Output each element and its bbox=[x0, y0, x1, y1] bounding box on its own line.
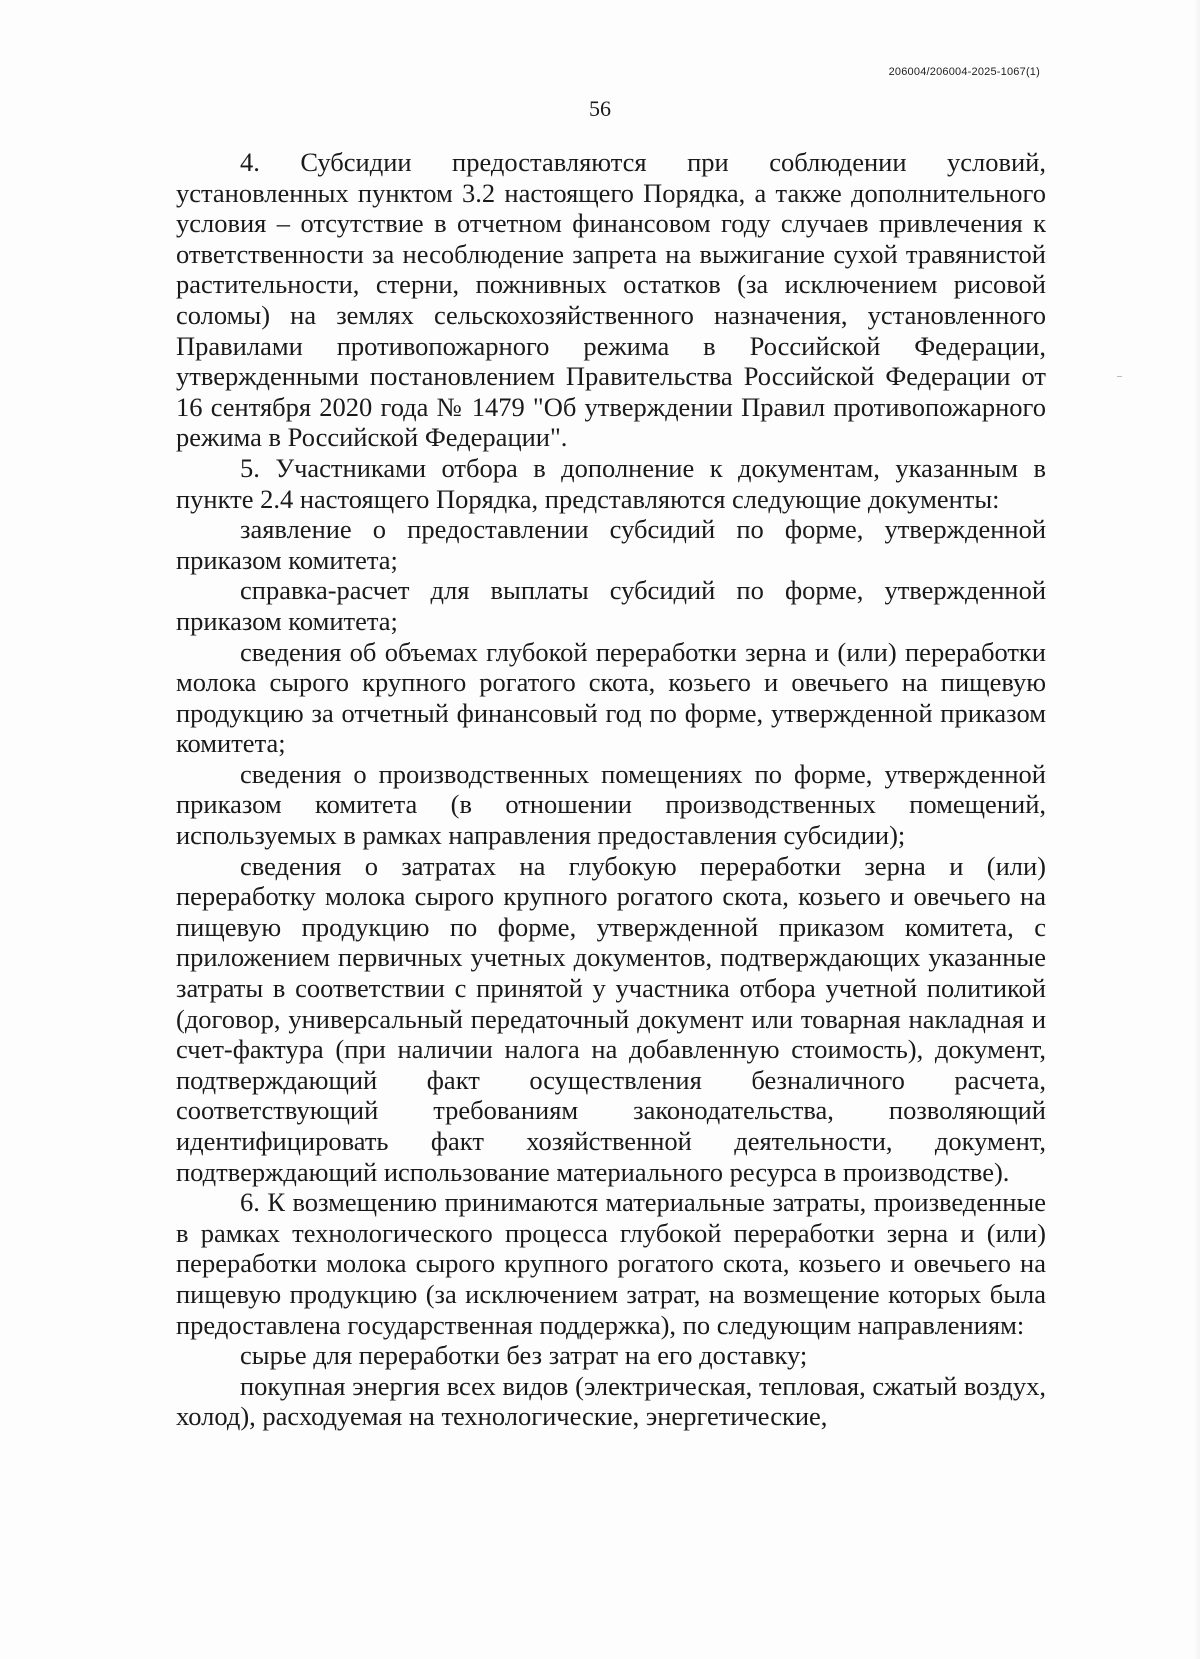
paragraph-item-6: 6. К возмещению принимаются материальные затраты, произведенные в рамках технологического процесса глубокой переработки зерна и (или) переработки молока сырого крупного рогатого скота, козьего и овечьего на пищевую продукцию (за исключением затрат, на возмещение которых была предоставлена государственная поддержка), по следующим направлениям: bbox=[176, 1187, 1046, 1340]
page-number: 56 bbox=[589, 96, 611, 121]
paragraph-item-4: 4. Субсидии предоставляются при соблюдении условий, установленных пунктом 3.2 настоящего Порядка, а также дополнительного условия – отсутствие в отчетном финансовом году случаев привлечения к ответственности за несоблюдение запрета на выжигание сухой травянистой растительности, стерни, пожнивных остатков (за исключением рисовой соломы) на землях сельскохозяйственного назначения, установленного Правилами противопожарного режима в Российской Федерации, утвержденными постановлением Правительства Российской Федерации от 16 сентября 2020 года № 1479 "Об утверждении Правил противопожарного режима в Российской Федерации". bbox=[176, 147, 1046, 453]
list-item-processing-costs: сведения о затратах на глубокую переработки зерна и (или) переработку молока сырого крупного рогатого скота, козьего и овечьего на пищевую продукцию по форме, утвержденной приказом комитета, с приложением первичных учетных документов, подтверждающих указанные затраты в соответствии с принятой у участника отбора учетной политикой (договор, универсальный передаточный документ или товарная накладная и счет-фактура (при наличии налога на добавленную стоимость), документ, подтверждающий факт осуществления безналичного расчета, соответствующий требованиям законодательства, позволяющий идентифицировать факт хозяйственной деятельности, документ, подтверждающий использование материального ресурса в производстве). bbox=[176, 850, 1046, 1187]
list-item-application: заявление о предоставлении субсидий по форме, утвержденной приказом комитета; bbox=[176, 514, 1046, 575]
list-item-payment-calculation: справка-расчет для выплаты субсидий по форме, утвержденной приказом комитета; bbox=[176, 575, 1046, 636]
scan-artifact-mark bbox=[1117, 376, 1122, 377]
document-body bbox=[176, 147, 1046, 1432]
paragraph-item-5: 5. Участниками отбора в дополнение к документам, указанным в пункте 2.4 настоящего Порядка, представляются следующие документы: bbox=[176, 452, 1046, 514]
page-edge-shadow bbox=[1194, 0, 1200, 1659]
list-item-processing-volumes: сведения об объемах глубокой переработки зерна и (или) переработки молока сырого крупного рогатого скота, козьего и овечьего на пищевую продукцию за отчетный финансовый год по форме, утвержденной приказом комитета; bbox=[176, 636, 1046, 759]
list-item-production-premises: сведения о производственных помещениях по форме, утвержденной приказом комитета (в отношении производственных помещений, используемых в рамках направления предоставления субсидии); bbox=[176, 758, 1046, 851]
list-item-purchased-energy: покупная энергия всех видов (электрическая, тепловая, сжатый воздух, холод), расходуемая на технологические, энергетические, bbox=[176, 1370, 1046, 1432]
document-registration-code: 206004/206004-2025-1067(1) bbox=[888, 66, 1040, 78]
list-item-raw-materials: сырье для переработки без затрат на его доставку; bbox=[240, 1340, 808, 1371]
